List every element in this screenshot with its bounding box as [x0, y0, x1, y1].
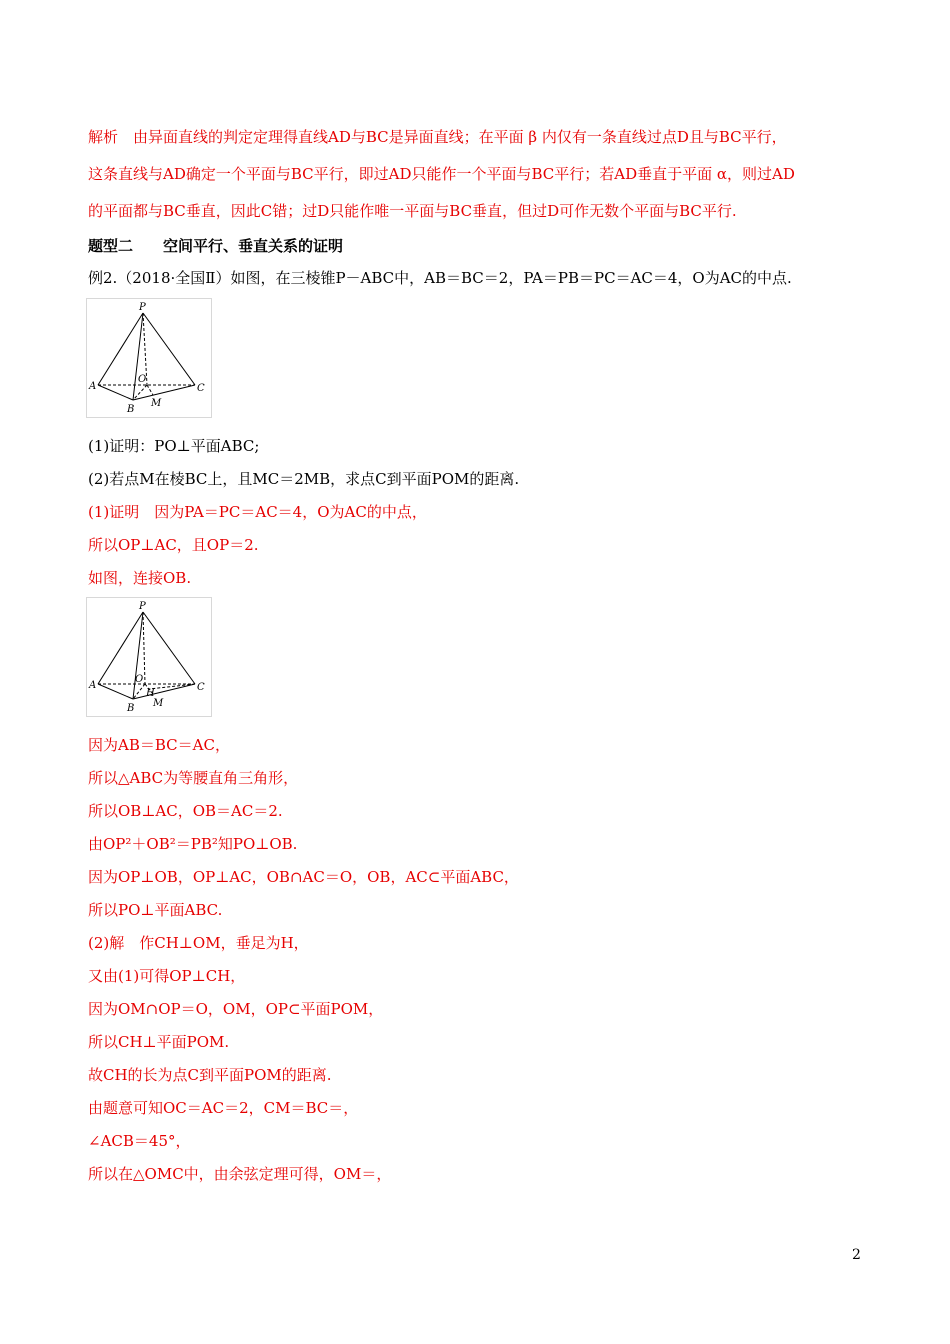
solution-line-7: ∠ACB＝45°，	[88, 1132, 191, 1150]
page-number: 2	[852, 1247, 861, 1263]
analysis-line-2: 这条直线与AD确定一个平面与BC平行，即过AD只能作一个平面与BC平行；若AD垂直于平面 α，则过AD	[88, 165, 795, 183]
proof-line-7: 由OP²＋OB²＝PB²知PO⊥OB.	[88, 835, 298, 853]
tetrahedron-figure-1	[86, 298, 212, 418]
solution-line-2: 又由(1)可得OP⊥CH，	[88, 967, 246, 985]
fig1-label-b: B	[127, 404, 135, 415]
proof-line-2: 所以OP⊥AC，且OP＝2.	[88, 536, 259, 554]
proof-line-4: 因为AB＝BC＝AC，	[88, 736, 230, 754]
solution-line-5: 故CH的长为点C到平面POM的距离.	[88, 1066, 332, 1084]
tetrahedron-figure-2	[86, 597, 212, 717]
fig2-label-c: C	[197, 682, 205, 693]
proof-line-9: 所以PO⊥平面ABC.	[88, 901, 223, 919]
fig2-label-h: H	[146, 688, 155, 699]
question-2: (2)若点M在棱BC上，且MC＝2MB，求点C到平面POM的距离.	[88, 470, 520, 488]
fig2-label-p: P	[139, 601, 146, 612]
proof-line-8: 因为OP⊥OB，OP⊥AC，OB∩AC＝O，OB，AC⊂平面ABC，	[88, 868, 519, 886]
analysis-line-1: 解析 由异面直线的判定定理得直线AD与BC是异面直线；在平面 β 内仅有一条直线过点D且与BC平行，	[88, 128, 787, 146]
fig2-label-b: B	[127, 703, 135, 714]
fig1-label-m: M	[151, 398, 162, 409]
analysis-line-3: 的平面都与BC垂直，因此C错；过D只能作唯一平面与BC垂直，但过D可作无数个平面与BC平行.	[88, 202, 737, 220]
fig2-label-o: O	[135, 674, 144, 685]
example-statement: 例2.（2018·全国Ⅱ）如图，在三棱锥P－ABC中，AB＝BC＝2，PA＝PB＝PC＝AC＝4，O为AC的中点.	[88, 269, 792, 287]
fig2-label-a: A	[89, 680, 97, 691]
solution-line-1: (2)解 作CH⊥OM，垂足为H，	[88, 934, 309, 952]
solution-line-8: 所以在△OMC中，由余弦定理可得，OM＝，	[88, 1165, 392, 1183]
fig1-label-p: P	[139, 302, 146, 313]
solution-line-4: 所以CH⊥平面POM.	[88, 1033, 230, 1051]
solution-line-6: 由题意可知OC＝AC＝2，CM＝BC＝，	[88, 1099, 359, 1117]
fig1-label-a: A	[89, 381, 97, 392]
solution-line-3: 因为OM∩OP＝O，OM，OP⊂平面POM，	[88, 1000, 384, 1018]
proof-line-1: (1)证明 因为PA＝PC＝AC＝4，O为AC的中点，	[88, 503, 427, 521]
question-1: (1)证明：PO⊥平面ABC;	[88, 437, 260, 455]
proof-line-6: 所以OB⊥AC，OB＝AC＝2.	[88, 802, 283, 820]
proof-line-3: 如图，连接OB.	[88, 569, 192, 587]
fig1-label-o: O	[138, 374, 147, 385]
proof-line-5: 所以△ABC为等腰直角三角形，	[88, 769, 299, 787]
section-heading: 题型二 空间平行、垂直关系的证明	[88, 237, 344, 255]
fig2-label-m: M	[153, 698, 164, 709]
fig1-label-c: C	[197, 383, 205, 394]
